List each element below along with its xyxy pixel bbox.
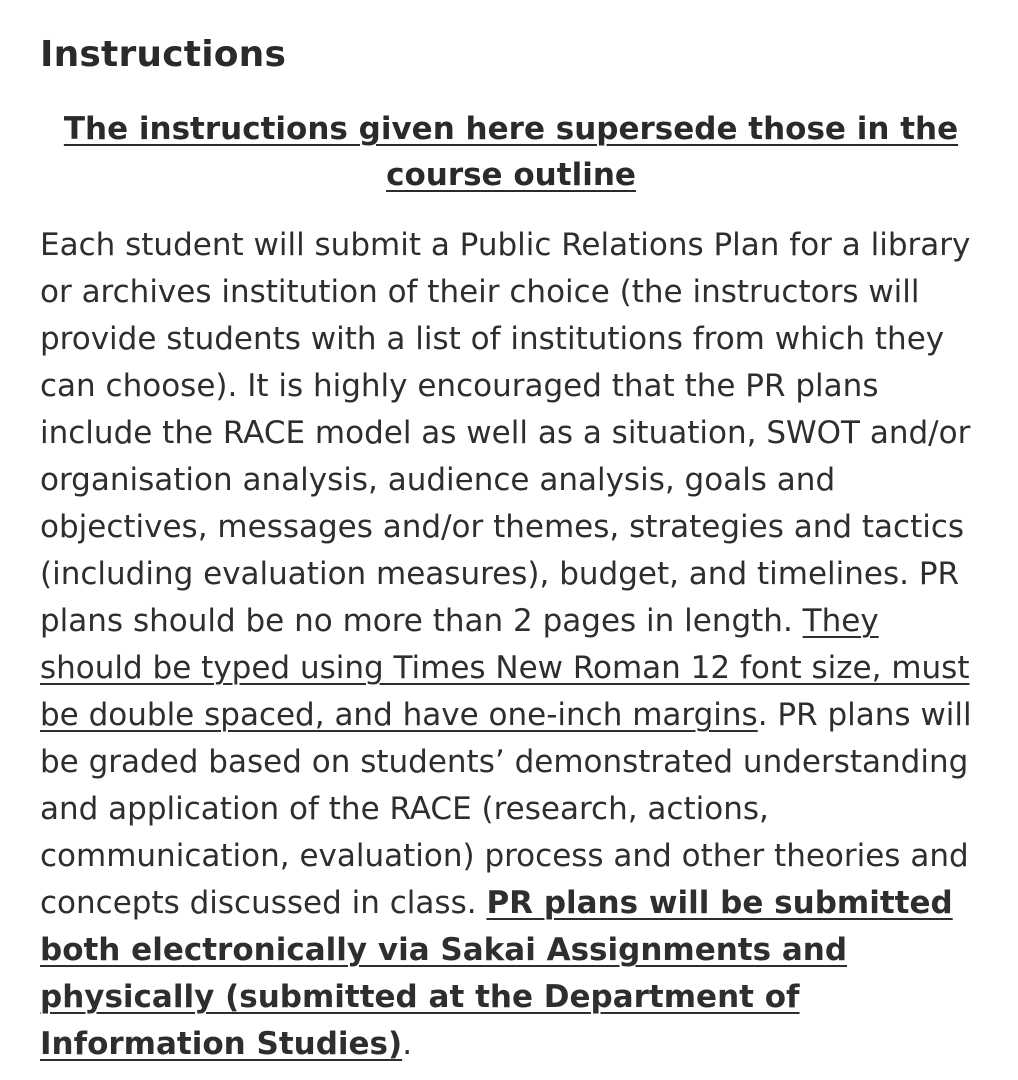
paragraph-end: . (402, 1026, 413, 1062)
formatting-requirements: They should be typed using Times New Roman 12 font size, must be double spaced, and have one-inch margins (40, 603, 970, 733)
paragraph-intro: Each student will submit a Public Relations Plan for a library or archives institution of their choice (the instructors will provide students with a list of institutions from which they can choose). It is highly encouraged that the PR plans include the RACE model as well as a situation, SWOT and/or organisation analysis, audience analysis, goals and objectives, messages and/or themes, strategies and tactics (including evaluation measures), budget, and timelines. PR plans should be no more than 2 pages in length. (40, 227, 971, 639)
supersede-notice (40, 106, 982, 198)
supersede-notice-text: The instructions given here supersede those in the course outline (63, 111, 959, 193)
grading-criteria: . PR plans will be graded based on students’ demonstrated understanding and application of the RACE (research, actions, communication, evaluation) process and other theories and concepts discussed in class. (40, 697, 972, 921)
page-title: Instructions (40, 34, 287, 75)
instructions-paragraph (40, 222, 990, 1068)
submission-requirements: PR plans will be submitted both electronically via Sakai Assignments and physically (submitted at the Department of Information Studies) (40, 885, 953, 1062)
